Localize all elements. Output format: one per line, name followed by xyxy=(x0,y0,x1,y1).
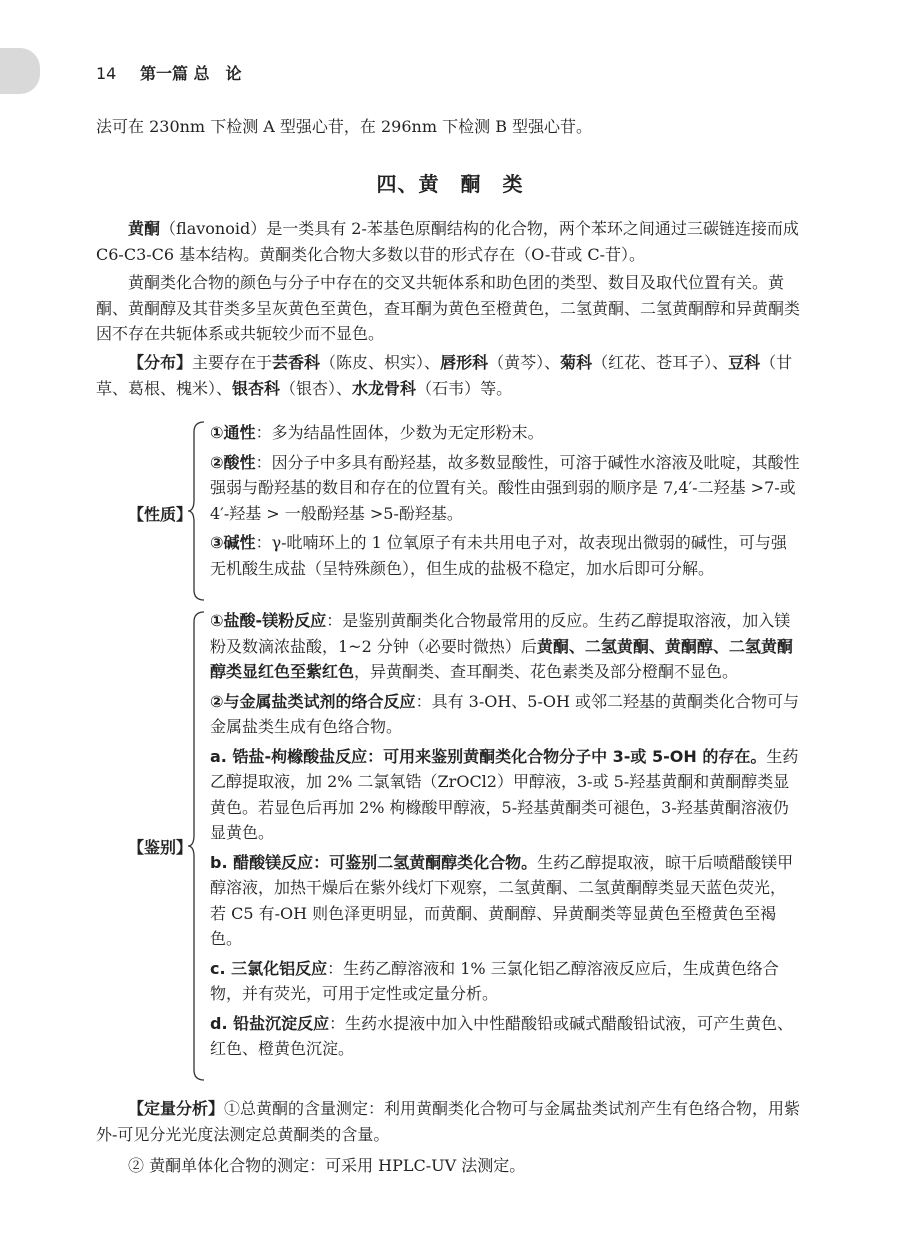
test-text: ，异黄酮类、查耳酮类、花色素类及部分橙酮不显色。 xyxy=(354,662,739,681)
page-header xyxy=(96,61,242,84)
test-title: ②与金属盐类试剂的络合反应 xyxy=(210,691,416,711)
property-basicity xyxy=(210,530,800,581)
test-title: d. 铅盐沉淀反应 xyxy=(210,1013,330,1033)
identification-brace xyxy=(186,610,208,1082)
test-aluminium-chloride xyxy=(210,956,800,1007)
identification-block xyxy=(210,608,800,1066)
term-flavonoid: 黄酮 xyxy=(128,219,161,238)
paragraph-definition xyxy=(96,216,804,267)
family-examples: （黄芩）、 xyxy=(488,353,561,372)
identification-label: 【鉴别】 xyxy=(128,838,193,857)
family-examples: （陈皮、枳实）、 xyxy=(320,353,441,372)
test-zirconium xyxy=(210,744,800,846)
test-text: 生药乙醇提取液，加 2% 二氯氧锆（ZrOCl2）甲醇液，3-或 5-羟基黄酮和黄酮醇类显黄色。若显色后再加 2% 枸橼酸甲醇液，5-羟基黄酮类可褪色，3-羟基黄酮溶液仍显黄色。 xyxy=(210,746,799,842)
family-rutaceae: 芸香科 xyxy=(272,353,321,372)
family-ginkgoaceae: 银杏科 xyxy=(232,378,281,398)
test-text: ：生药水提液中加入中性醋酸铅或碱式醋酸铅试液，可产生黄色、红色、橙黄色沉淀。 xyxy=(210,1013,794,1058)
paragraph-quant-monomer: ② 黄酮单体化合物的测定：可采用 HPLC-UV 法测定。 xyxy=(128,1156,526,1175)
quant-label: 【定量分析】 xyxy=(128,1099,225,1118)
property-title: ②酸性 xyxy=(210,452,256,472)
intro-line: 法可在 230nm 下检测 A 型强心苷，在 296nm 下检测 B 型强心苷。 xyxy=(96,117,593,136)
test-title: ①盐酸-镁粉反应 xyxy=(210,611,327,630)
distribution-text: 主要存在于 xyxy=(192,353,273,372)
family-examples: （石韦）等。 xyxy=(416,378,513,398)
part-title: 第一篇 总 论 xyxy=(139,64,242,83)
family-labiatae: 唇形科 xyxy=(440,353,489,372)
property-title: ③碱性 xyxy=(210,533,256,552)
property-title: ①通性 xyxy=(210,423,256,442)
test-text: ：生药乙醇溶液和 1% 三氯化铝乙醇溶液反应后，生成黄色络合物，并有荧光，可用于定性或定量分析。 xyxy=(210,958,779,1003)
page-tab-marker xyxy=(0,48,40,94)
family-polypodiaceae: 水龙骨科 xyxy=(352,378,417,398)
properties-label: 【性质】 xyxy=(128,505,193,524)
properties-block xyxy=(210,420,800,585)
paragraph-distribution xyxy=(96,350,804,401)
properties-brace xyxy=(186,420,208,602)
test-lead-precipitation xyxy=(210,1011,800,1062)
family-examples: （甘草、葛根、槐米）、 xyxy=(96,353,793,398)
definition-text: （flavonoid）是一类具有 2-苯基色原酮结构的化合物，两个苯环之间通过三碳链连接而成 C6-C3-C6 基本结构。黄酮类化合物大多数以苷的形式存在（O-苷或 C-苷）。 xyxy=(96,219,799,264)
section-title: 四、黄 酮 类 xyxy=(376,172,524,196)
distribution-label: 【分布】 xyxy=(128,353,193,372)
property-acidity xyxy=(210,450,800,527)
family-compositae: 菊科 xyxy=(560,353,593,372)
quant-text: ①总黄酮的含量测定：利用黄酮类化合物可与金属盐类试剂产生有色络合物，用紫外-可见分光光度法测定总黄酮类的含量。 xyxy=(96,1099,801,1144)
test-hcl-mg xyxy=(210,608,800,685)
property-text: ：γ-吡喃环上的 1 位氧原子有未共用电子对，故表现出微弱的碱性，可与强无机酸生成盐（呈特殊颜色），但生成的盐极不稳定，加水后即可分解。 xyxy=(210,533,787,578)
paragraph-color: 黄酮类化合物的颜色与分子中存在的交叉共轭体系和助色团的类型、数目及取代位置有关。黄酮、黄酮醇及其苷类多呈灰黄色至黄色，查耳酮为黄色至橙黄色，二氢黄酮、二氢黄酮醇和异黄酮类因不存在共轭体系或共轭较少而不显色。 xyxy=(96,273,801,343)
test-title: c. 三氯化铝反应 xyxy=(210,958,328,978)
property-text: ：多为结晶性固体，少数为无定形粉末。 xyxy=(255,423,544,442)
test-text: ：是鉴别黄酮类化合物最常用的反应。生药乙醇提取溶液，加入镁粉及数滴浓盐酸，1~2 分钟（必要时微热）后 xyxy=(210,611,791,656)
test-result: 黄酮、二氢黄酮、黄酮醇、二氢黄酮醇类显红色至紫红色 xyxy=(210,636,793,681)
family-examples: （红花、苍耳子）、 xyxy=(592,353,729,372)
test-text: ：具有 3-OH、5-OH 或邻二羟基的黄酮类化合物可与金属盐类生成有色络合物。 xyxy=(210,691,800,736)
property-text: ：因分子中多具有酚羟基，故多数显酸性，可溶于碱性水溶液及吡啶，其酸性强弱与酚羟基的数目和存在的位置有关。酸性由强到弱的顺序是 7,4′-二羟基 >7-或 4′-羟基 > 一般酚羟基 >5-酚羟基。 xyxy=(210,452,800,523)
family-examples: （银杏）、 xyxy=(280,378,353,398)
test-title: b. 醋酸镁反应：可鉴别二氢黄酮醇类化合物。 xyxy=(210,852,538,872)
test-title: a. 锆盐-枸橼酸盐反应：可用来鉴别黄酮类化合物分子中 3-或 5-OH 的存在。 xyxy=(210,746,767,766)
family-leguminosae: 豆科 xyxy=(728,353,761,372)
test-magnesium-acetate xyxy=(210,850,800,952)
paragraph-quant xyxy=(96,1096,804,1147)
page-number: 14 xyxy=(96,64,117,83)
property-general xyxy=(210,420,800,446)
test-text: 生药乙醇提取液，晾干后喷醋酸镁甲醇溶液，加热干燥后在紫外线灯下观察，二氢黄酮、二氢黄酮醇类显天蓝色荧光，若 C5 有-OH 则色泽更明显，而黄酮、黄酮醇、异黄酮类等显黄色至橙黄色至褐色。 xyxy=(210,852,794,948)
test-metal-complex xyxy=(210,689,800,740)
